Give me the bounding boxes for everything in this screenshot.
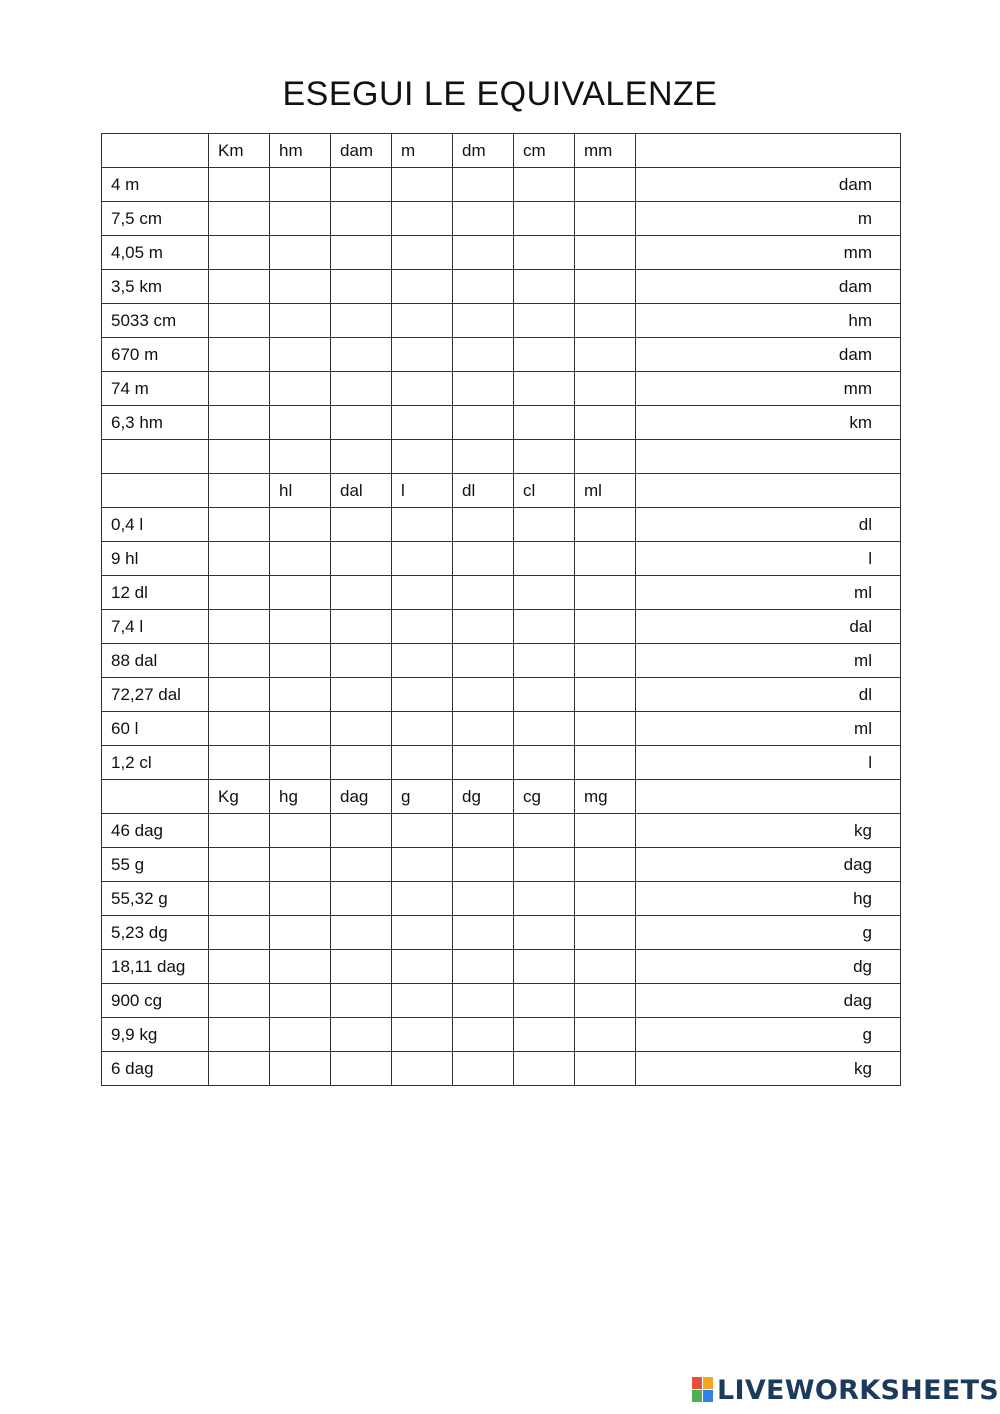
digit-cell[interactable]	[392, 576, 453, 610]
digit-cell[interactable]	[331, 304, 392, 338]
unit-header-cell: dm	[453, 134, 514, 168]
unit-header-cell: g	[392, 780, 453, 814]
digit-cell[interactable]	[575, 338, 636, 372]
digit-cell[interactable]	[392, 270, 453, 304]
digit-cell[interactable]	[270, 372, 331, 406]
digit-cell[interactable]	[392, 916, 453, 950]
answer-target-unit[interactable]: l	[636, 542, 901, 576]
unit-header-cell	[209, 474, 270, 508]
measure-value: 12 dl	[102, 576, 209, 610]
measure-value	[102, 440, 209, 474]
digit-cell[interactable]	[453, 440, 514, 474]
digit-cell[interactable]	[270, 168, 331, 202]
digit-cell[interactable]	[453, 304, 514, 338]
exercise-row	[102, 1052, 901, 1086]
digit-cell[interactable]	[453, 508, 514, 542]
unit-header-cell: cl	[514, 474, 575, 508]
digit-cell[interactable]	[270, 882, 331, 916]
unit-header-row	[102, 780, 901, 814]
digit-cell[interactable]	[514, 202, 575, 236]
digit-cell[interactable]	[331, 576, 392, 610]
measure-value: 55,32 g	[102, 882, 209, 916]
digit-cell[interactable]	[209, 610, 270, 644]
digit-cell[interactable]	[453, 1018, 514, 1052]
measure-value: 60 l	[102, 712, 209, 746]
digit-cell[interactable]	[575, 440, 636, 474]
answer-target-unit[interactable]: g	[636, 916, 901, 950]
digit-cell[interactable]	[514, 950, 575, 984]
digit-cell[interactable]	[331, 644, 392, 678]
digit-cell[interactable]	[331, 610, 392, 644]
digit-cell[interactable]	[575, 168, 636, 202]
digit-cell[interactable]	[270, 542, 331, 576]
digit-cell[interactable]	[331, 338, 392, 372]
digit-cell[interactable]	[209, 542, 270, 576]
digit-cell[interactable]	[392, 440, 453, 474]
digit-cell[interactable]	[514, 984, 575, 1018]
header-target-cell	[636, 474, 901, 508]
digit-cell[interactable]	[392, 848, 453, 882]
digit-cell[interactable]	[453, 406, 514, 440]
measure-value: 3,5 km	[102, 270, 209, 304]
digit-cell[interactable]	[270, 1052, 331, 1086]
unit-header-cell: dam	[331, 134, 392, 168]
digit-cell[interactable]	[392, 542, 453, 576]
exercise-row	[102, 984, 901, 1018]
digit-cell[interactable]	[453, 644, 514, 678]
digit-cell[interactable]	[575, 304, 636, 338]
answer-target-unit[interactable]: km	[636, 406, 901, 440]
digit-cell[interactable]	[270, 678, 331, 712]
measure-value: 18,11 dag	[102, 950, 209, 984]
answer-target-unit[interactable]: dag	[636, 848, 901, 882]
exercise-row	[102, 202, 901, 236]
digit-cell[interactable]	[514, 440, 575, 474]
answer-target-unit[interactable]: dag	[636, 984, 901, 1018]
digit-cell[interactable]	[209, 270, 270, 304]
exercise-row	[102, 950, 901, 984]
header-target-cell	[636, 134, 901, 168]
digit-cell[interactable]	[270, 746, 331, 780]
digit-cell[interactable]	[331, 712, 392, 746]
digit-cell[interactable]	[209, 406, 270, 440]
digit-cell[interactable]	[514, 270, 575, 304]
digit-cell[interactable]	[270, 1018, 331, 1052]
digit-cell[interactable]	[514, 542, 575, 576]
digit-cell[interactable]	[453, 984, 514, 1018]
digit-cell[interactable]	[453, 882, 514, 916]
measure-value: 7,5 cm	[102, 202, 209, 236]
header-blank-cell	[102, 474, 209, 508]
unit-header-cell: dag	[331, 780, 392, 814]
digit-cell[interactable]	[392, 1018, 453, 1052]
measure-value: 1,2 cl	[102, 746, 209, 780]
digit-cell[interactable]	[331, 508, 392, 542]
digit-cell[interactable]	[392, 168, 453, 202]
digit-cell[interactable]	[331, 746, 392, 780]
unit-header-cell: hl	[270, 474, 331, 508]
exercise-row	[102, 746, 901, 780]
digit-cell[interactable]	[575, 950, 636, 984]
digit-cell[interactable]	[392, 610, 453, 644]
digit-cell[interactable]	[514, 678, 575, 712]
digit-cell[interactable]	[331, 1052, 392, 1086]
digit-cell[interactable]	[331, 406, 392, 440]
answer-target-unit[interactable]: hg	[636, 882, 901, 916]
unit-header-row	[102, 474, 901, 508]
digit-cell[interactable]	[575, 236, 636, 270]
digit-cell[interactable]	[331, 440, 392, 474]
digit-cell[interactable]	[392, 1052, 453, 1086]
digit-cell[interactable]	[209, 372, 270, 406]
unit-header-cell: dg	[453, 780, 514, 814]
digit-cell[interactable]	[331, 678, 392, 712]
digit-cell[interactable]	[331, 542, 392, 576]
digit-cell[interactable]	[270, 950, 331, 984]
digit-cell[interactable]	[392, 236, 453, 270]
digit-cell[interactable]	[331, 950, 392, 984]
measure-value: 9,9 kg	[102, 1018, 209, 1052]
unit-header-cell: dal	[331, 474, 392, 508]
digit-cell[interactable]	[514, 644, 575, 678]
digit-cell[interactable]	[270, 814, 331, 848]
answer-target-unit[interactable]: g	[636, 1018, 901, 1052]
digit-cell[interactable]	[575, 1052, 636, 1086]
exercise-row	[102, 542, 901, 576]
digit-cell[interactable]	[575, 542, 636, 576]
digit-cell[interactable]	[392, 678, 453, 712]
digit-cell[interactable]	[331, 202, 392, 236]
digit-cell[interactable]	[209, 338, 270, 372]
digit-cell[interactable]	[209, 202, 270, 236]
digit-cell[interactable]	[575, 712, 636, 746]
digit-cell[interactable]	[331, 848, 392, 882]
digit-cell[interactable]	[575, 848, 636, 882]
digit-cell[interactable]	[514, 1018, 575, 1052]
digit-cell[interactable]	[209, 848, 270, 882]
digit-cell[interactable]	[392, 814, 453, 848]
header-blank-cell	[102, 780, 209, 814]
digit-cell[interactable]	[575, 984, 636, 1018]
digit-cell[interactable]	[331, 916, 392, 950]
digit-cell[interactable]	[209, 440, 270, 474]
digit-cell[interactable]	[514, 916, 575, 950]
answer-target-unit[interactable]: kg	[636, 1052, 901, 1086]
digit-cell[interactable]	[514, 168, 575, 202]
liveworksheets-logo-icon	[692, 1377, 714, 1403]
measure-value: 5,23 dg	[102, 916, 209, 950]
digit-cell[interactable]	[575, 814, 636, 848]
unit-header-cell: mm	[575, 134, 636, 168]
exercise-row	[102, 848, 901, 882]
digit-cell[interactable]	[453, 338, 514, 372]
digit-cell[interactable]	[575, 406, 636, 440]
digit-cell[interactable]	[209, 168, 270, 202]
digit-cell[interactable]	[514, 712, 575, 746]
digit-cell[interactable]	[514, 406, 575, 440]
digit-cell[interactable]	[453, 372, 514, 406]
digit-cell[interactable]	[331, 270, 392, 304]
digit-cell[interactable]	[270, 508, 331, 542]
digit-cell[interactable]	[209, 882, 270, 916]
digit-cell[interactable]	[270, 644, 331, 678]
digit-cell[interactable]	[270, 236, 331, 270]
exercise-row	[102, 814, 901, 848]
measure-value: 4,05 m	[102, 236, 209, 270]
digit-cell[interactable]	[270, 338, 331, 372]
measure-value: 4 m	[102, 168, 209, 202]
digit-cell[interactable]	[331, 882, 392, 916]
digit-cell[interactable]	[392, 508, 453, 542]
measure-value: 74 m	[102, 372, 209, 406]
answer-target-unit[interactable]: dg	[636, 950, 901, 984]
exercise-row	[102, 440, 901, 474]
digit-cell[interactable]	[453, 1052, 514, 1086]
digit-cell[interactable]	[575, 202, 636, 236]
digit-cell[interactable]	[270, 610, 331, 644]
digit-cell[interactable]	[453, 270, 514, 304]
digit-cell[interactable]	[514, 338, 575, 372]
answer-target-unit[interactable]: ml	[636, 576, 901, 610]
unit-header-row	[102, 134, 901, 168]
digit-cell[interactable]	[575, 882, 636, 916]
measure-value: 55 g	[102, 848, 209, 882]
digit-cell[interactable]	[575, 678, 636, 712]
logo-text: LIVEWORKSHEETS	[717, 1374, 1000, 1406]
digit-cell[interactable]	[575, 508, 636, 542]
answer-target-unit[interactable]: dal	[636, 610, 901, 644]
answer-target-unit[interactable]: mm	[636, 372, 901, 406]
answer-target-unit[interactable]: dl	[636, 508, 901, 542]
digit-cell[interactable]	[209, 304, 270, 338]
digit-cell[interactable]	[453, 610, 514, 644]
exercise-row	[102, 678, 901, 712]
digit-cell[interactable]	[514, 746, 575, 780]
digit-cell[interactable]	[209, 236, 270, 270]
answer-target-unit[interactable]: m	[636, 202, 901, 236]
unit-header-cell: l	[392, 474, 453, 508]
digit-cell[interactable]	[453, 746, 514, 780]
digit-cell[interactable]	[209, 1052, 270, 1086]
unit-header-cell: hm	[270, 134, 331, 168]
digit-cell[interactable]	[453, 202, 514, 236]
digit-cell[interactable]	[209, 712, 270, 746]
digit-cell[interactable]	[392, 304, 453, 338]
measure-value: 72,27 dal	[102, 678, 209, 712]
digit-cell[interactable]	[453, 168, 514, 202]
digit-cell[interactable]	[575, 270, 636, 304]
answer-target-unit[interactable]: dam	[636, 270, 901, 304]
digit-cell[interactable]	[209, 508, 270, 542]
digit-cell[interactable]	[575, 644, 636, 678]
exercise-row	[102, 610, 901, 644]
digit-cell[interactable]	[392, 746, 453, 780]
exercise-row	[102, 644, 901, 678]
digit-cell[interactable]	[209, 950, 270, 984]
digit-cell[interactable]	[575, 610, 636, 644]
digit-cell[interactable]	[392, 950, 453, 984]
digit-cell[interactable]	[514, 610, 575, 644]
digit-cell[interactable]	[331, 984, 392, 1018]
page-title: ESEGUI LE EQUIVALENZE	[282, 74, 718, 113]
header-blank-cell	[102, 134, 209, 168]
exercise-row	[102, 1018, 901, 1052]
digit-cell[interactable]	[514, 848, 575, 882]
digit-cell[interactable]	[453, 236, 514, 270]
digit-cell[interactable]	[392, 882, 453, 916]
liveworksheets-logo	[692, 1372, 999, 1408]
header-target-cell	[636, 780, 901, 814]
measure-value: 9 hl	[102, 542, 209, 576]
digit-cell[interactable]	[514, 372, 575, 406]
measure-value: 6,3 hm	[102, 406, 209, 440]
exercise-row	[102, 168, 901, 202]
digit-cell[interactable]	[209, 746, 270, 780]
unit-header-cell: ml	[575, 474, 636, 508]
digit-cell[interactable]	[575, 576, 636, 610]
digit-cell[interactable]	[575, 372, 636, 406]
digit-cell[interactable]	[331, 1018, 392, 1052]
digit-cell[interactable]	[453, 678, 514, 712]
equivalence-table	[101, 133, 901, 1086]
digit-cell[interactable]	[392, 372, 453, 406]
digit-cell[interactable]	[209, 678, 270, 712]
unit-header-cell: cm	[514, 134, 575, 168]
unit-header-cell: Kg	[209, 780, 270, 814]
measure-value: 0,4 l	[102, 508, 209, 542]
digit-cell[interactable]	[514, 814, 575, 848]
digit-cell[interactable]	[392, 712, 453, 746]
digit-cell[interactable]	[575, 1018, 636, 1052]
measure-value: 7,4 l	[102, 610, 209, 644]
digit-cell[interactable]	[209, 1018, 270, 1052]
measure-value: 6 dag	[102, 1052, 209, 1086]
measure-value: 5033 cm	[102, 304, 209, 338]
exercise-row	[102, 508, 901, 542]
answer-target-unit[interactable]: dl	[636, 678, 901, 712]
digit-cell[interactable]	[270, 984, 331, 1018]
exercise-row	[102, 882, 901, 916]
unit-header-cell: Km	[209, 134, 270, 168]
digit-cell[interactable]	[392, 644, 453, 678]
digit-cell[interactable]	[514, 304, 575, 338]
answer-target-unit[interactable]: kg	[636, 814, 901, 848]
digit-cell[interactable]	[453, 916, 514, 950]
digit-cell[interactable]	[209, 916, 270, 950]
answer-target-unit[interactable]: ml	[636, 712, 901, 746]
unit-header-cell: cg	[514, 780, 575, 814]
exercise-row	[102, 372, 901, 406]
exercise-row	[102, 916, 901, 950]
exercise-row	[102, 338, 901, 372]
digit-cell[interactable]	[270, 406, 331, 440]
digit-cell[interactable]	[270, 440, 331, 474]
measure-value: 46 dag	[102, 814, 209, 848]
exercise-row	[102, 576, 901, 610]
unit-header-cell: hg	[270, 780, 331, 814]
digit-cell[interactable]	[453, 950, 514, 984]
unit-header-cell: dl	[453, 474, 514, 508]
answer-target-unit[interactable]: dam	[636, 338, 901, 372]
answer-target-unit[interactable]: mm	[636, 236, 901, 270]
answer-target-unit[interactable]	[636, 440, 901, 474]
digit-cell[interactable]	[392, 406, 453, 440]
unit-header-cell: m	[392, 134, 453, 168]
digit-cell[interactable]	[453, 576, 514, 610]
digit-cell[interactable]	[392, 202, 453, 236]
digit-cell[interactable]	[270, 712, 331, 746]
digit-cell[interactable]	[453, 848, 514, 882]
digit-cell[interactable]	[331, 168, 392, 202]
answer-target-unit[interactable]: dam	[636, 168, 901, 202]
digit-cell[interactable]	[270, 270, 331, 304]
measure-value: 670 m	[102, 338, 209, 372]
digit-cell[interactable]	[514, 576, 575, 610]
unit-header-cell: mg	[575, 780, 636, 814]
digit-cell[interactable]	[392, 984, 453, 1018]
exercise-row	[102, 712, 901, 746]
digit-cell[interactable]	[209, 644, 270, 678]
digit-cell[interactable]	[270, 916, 331, 950]
digit-cell[interactable]	[209, 814, 270, 848]
exercise-row	[102, 236, 901, 270]
exercise-row	[102, 406, 901, 440]
digit-cell[interactable]	[514, 508, 575, 542]
digit-cell[interactable]	[270, 848, 331, 882]
digit-cell[interactable]	[392, 338, 453, 372]
digit-cell[interactable]	[453, 712, 514, 746]
digit-cell[interactable]	[331, 372, 392, 406]
digit-cell[interactable]	[514, 1052, 575, 1086]
digit-cell[interactable]	[270, 304, 331, 338]
measure-value: 88 dal	[102, 644, 209, 678]
measure-value: 900 cg	[102, 984, 209, 1018]
digit-cell[interactable]	[575, 746, 636, 780]
digit-cell[interactable]	[331, 814, 392, 848]
digit-cell[interactable]	[514, 236, 575, 270]
answer-target-unit[interactable]: l	[636, 746, 901, 780]
exercise-row	[102, 304, 901, 338]
digit-cell[interactable]	[331, 236, 392, 270]
answer-target-unit[interactable]: ml	[636, 644, 901, 678]
digit-cell[interactable]	[209, 984, 270, 1018]
answer-target-unit[interactable]: hm	[636, 304, 901, 338]
exercise-row	[102, 270, 901, 304]
digit-cell[interactable]	[270, 576, 331, 610]
digit-cell[interactable]	[209, 576, 270, 610]
digit-cell[interactable]	[270, 202, 331, 236]
digit-cell[interactable]	[453, 542, 514, 576]
digit-cell[interactable]	[514, 882, 575, 916]
digit-cell[interactable]	[453, 814, 514, 848]
digit-cell[interactable]	[575, 916, 636, 950]
